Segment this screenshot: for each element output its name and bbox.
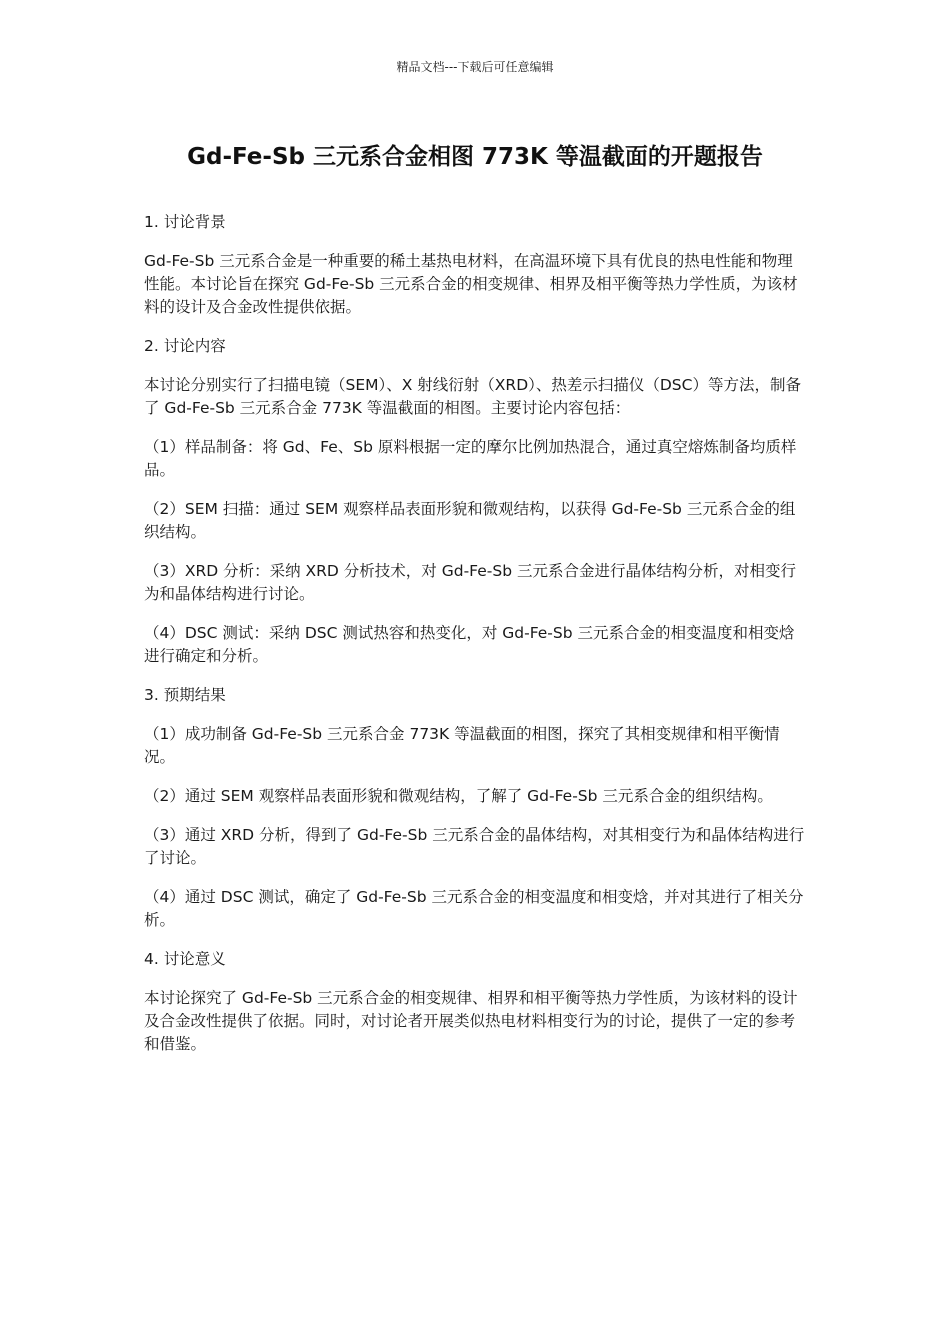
- section-heading-expected-results: 3. 预期结果: [144, 686, 226, 704]
- list-item: （3）XRD 分析：采纳 XRD 分析技术，对 Gd-Fe-Sb 三元系合金进行晶体结构分析，对相变行为和晶体结构进行讨论。: [144, 562, 796, 603]
- list-item: （2）SEM 扫描：通过 SEM 观察样品表面形貌和微观结构，以获得 Gd-Fe-Sb 三元系合金的组织结构。: [144, 500, 796, 541]
- document-title: Gd-Fe-Sb 三元系合金相图 773K 等温截面的开题报告: [187, 144, 763, 170]
- header-note: 精品文档---下载后可任意编辑: [396, 60, 554, 74]
- list-item: （2）通过 SEM 观察样品表面形貌和微观结构，了解了 Gd-Fe-Sb 三元系合金的组织结构。: [144, 787, 773, 805]
- list-item: （3）通过 XRD 分析，得到了 Gd-Fe-Sb 三元系合金的晶体结构，对其相变行为和晶体结构进行了讨论。: [144, 826, 805, 867]
- list-item: （4）通过 DSC 测试，确定了 Gd-Fe-Sb 三元系合金的相变温度和相变焓，并对其进行了相关分析。: [144, 888, 804, 929]
- paragraph: Gd-Fe-Sb 三元系合金是一种重要的稀土基热电材料，在高温环境下具有优良的热电性能和物理性能。本讨论旨在探究 Gd-Fe-Sb 三元系合金的相变规律、相界及相平衡等热力学性质，为该材料的设计及合金改性提供依据。: [144, 252, 798, 316]
- section-heading-significance: 4. 讨论意义: [144, 950, 226, 968]
- paragraph: 本讨论分别实行了扫描电镜（SEM）、X 射线衍射（XRD）、热差示扫描仪（DSC）等方法，制备了 Gd-Fe-Sb 三元系合金 773K 等温截面的相图。主要讨论内容包括：: [144, 376, 801, 417]
- section-heading-background: 1. 讨论背景: [144, 213, 226, 231]
- document-body: [144, 211, 808, 1072]
- list-item: （4）DSC 测试：采纳 DSC 测试热容和热变化，对 Gd-Fe-Sb 三元系合金的相变温度和相变焓进行确定和分析。: [144, 624, 795, 665]
- paragraph: 本讨论探究了 Gd-Fe-Sb 三元系合金的相变规律、相界和相平衡等热力学性质，为该材料的设计及合金改性提供了依据。同时，对讨论者开展类似热电材料相变行为的讨论，提供了一定的参考和借鉴。: [144, 989, 798, 1053]
- list-item: （1）样品制备：将 Gd、Fe、Sb 原料根据一定的摩尔比例加热混合，通过真空熔炼制备均质样品。: [144, 438, 797, 479]
- list-item: （1）成功制备 Gd-Fe-Sb 三元系合金 773K 等温截面的相图，探究了其相变规律和相平衡情况。: [144, 725, 780, 766]
- section-heading-content: 2. 讨论内容: [144, 337, 226, 355]
